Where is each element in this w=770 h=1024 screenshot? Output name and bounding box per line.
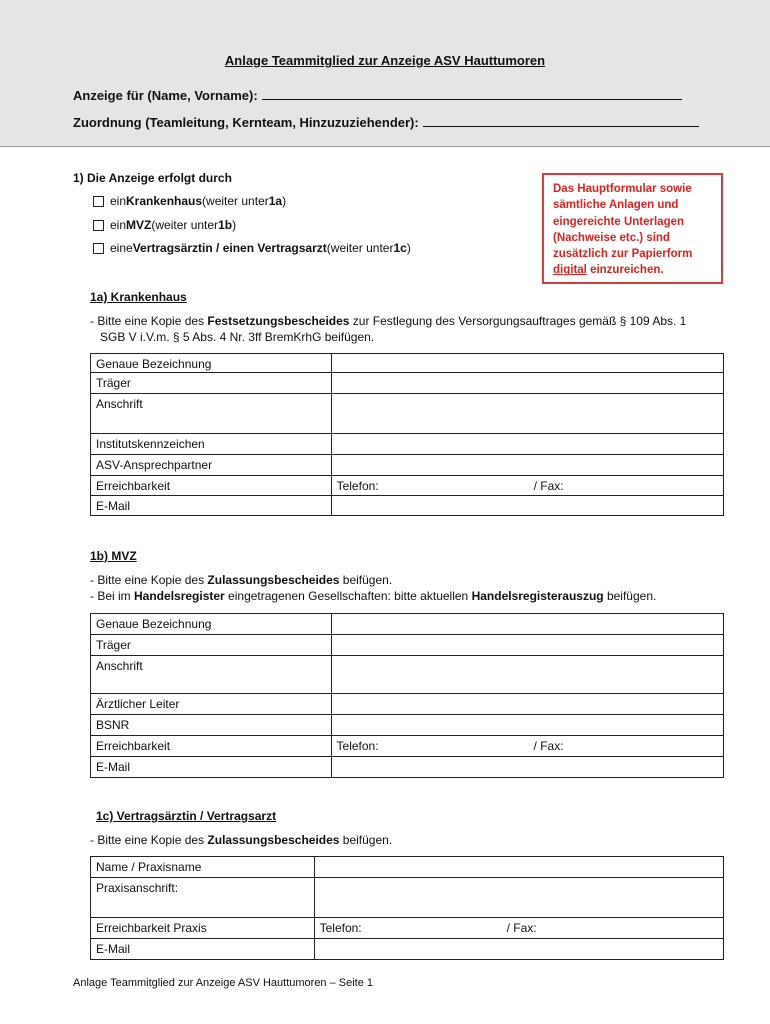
table-row [91,736,724,757]
fax-label: / Fax: [533,739,564,753]
note-text: eingetragenen Gesellschaften: bitte aktuellen [224,589,472,603]
note-text: beifügen. [339,833,393,847]
option-text: ) [282,194,287,208]
note-text: - Bitte eine Kopie des [90,573,208,587]
option-text: (weiter unter [151,218,219,232]
value-cell[interactable] [314,857,723,878]
table-row [91,694,724,715]
value-cell[interactable] [331,354,723,373]
value-cell[interactable] [331,614,723,635]
table-row [91,656,724,694]
table-row [91,434,724,455]
option-krankenhaus[interactable] [93,194,286,208]
table-row [91,476,724,496]
option-text: ) [406,241,411,255]
krankenhaus-table [90,353,724,516]
value-cell[interactable] [331,715,723,736]
phone-label: Telefon: [336,479,379,493]
assignment-line [73,115,699,130]
document-title: Anlage Teammitglied zur Anzeige ASV Hauttumoren [224,53,546,68]
option-ref: 1c [393,241,407,255]
assignment-label: Zuordnung (Teamleitung, Kernteam, Hinzuzuziehender): [73,115,419,130]
table-row [91,394,724,434]
table-row [91,918,724,939]
contact-cell[interactable] [314,918,723,939]
row-label: Anschrift [91,656,332,694]
note-bold: Handelsregister [134,589,225,603]
row-label: E-Mail [91,496,332,516]
contact-cell[interactable] [331,736,723,757]
table-row [91,373,724,394]
row-label: Name / Praxisname [91,857,315,878]
section-1c-note [90,832,392,848]
option-text: eine [110,241,133,255]
option-bold: MVZ [126,218,152,232]
page-footer: Anlage Teammitglied zur Anzeige ASV Hauttumoren – Seite 1 [73,977,374,989]
checkbox-mvz[interactable] [93,220,104,231]
row-label: Erreichbarkeit [91,476,332,496]
vertragsarzt-table [90,856,724,960]
value-cell[interactable] [331,373,723,394]
row-label: E-Mail [91,939,315,960]
row-label: Genaue Bezeichnung [91,614,332,635]
note-text: - Bitte eine Kopie des [90,833,208,847]
note-text: - Bei im [90,589,135,603]
value-cell[interactable] [331,434,723,455]
notice-text: Das Hauptformular sowie sämtliche Anlagen und eingereichte Unterlagen (Nachweise etc.) sind zusätzlich zur Papierform [553,183,693,261]
row-label: Ärztlicher Leiter [91,694,332,715]
section-1a-note [90,313,686,345]
note-bold: Handelsregisterauszug [471,589,604,603]
section-1c-heading: 1c) Vertragsärztin / Vertragsarzt [96,809,277,823]
row-label: Erreichbarkeit Praxis [91,918,315,939]
row-label: BSNR [91,715,332,736]
table-row [91,354,724,373]
value-cell[interactable] [331,394,723,434]
row-label: E-Mail [91,757,332,778]
value-cell[interactable] [331,757,723,778]
option-text: ) [232,218,237,232]
row-label: Erreichbarkeit [91,736,332,757]
row-label: Institutskennzeichen [91,434,332,455]
name-label: Anzeige für (Name, Vorname): [73,88,258,103]
value-cell[interactable] [331,694,723,715]
note-text: SGB V i.V.m. § 5 Abs. 4 Nr. 3ff BremKrhG beifügen. [100,330,375,344]
section1-heading: 1) Die Anzeige erfolgt durch [73,171,232,185]
checkbox-krankenhaus[interactable] [93,196,104,207]
option-text: (weiter unter [326,241,394,255]
note-bold: Zulassungsbescheides [207,573,340,587]
value-cell[interactable] [331,455,723,476]
value-cell[interactable] [314,939,723,960]
value-cell[interactable] [331,496,723,516]
section-1b-note [90,572,656,604]
section-1a-heading: 1a) Krankenhaus [90,290,187,304]
table-row [91,757,724,778]
note-text: beifügen. [603,589,657,603]
mvz-table [90,613,724,778]
table-row [91,614,724,635]
option-text: ein [110,218,127,232]
name-line [73,88,682,103]
note-bold: Zulassungsbescheides [207,833,340,847]
option-ref: 1b [218,218,233,232]
option-text: ein [110,194,127,208]
value-cell[interactable] [314,878,723,918]
digital-submission-notice [542,173,723,284]
phone-label: Telefon: [319,921,362,935]
row-label: Anschrift [91,394,332,434]
row-label: Träger [91,635,332,656]
table-row [91,878,724,918]
note-text: beifügen. [339,573,393,587]
row-label: ASV-Ansprechpartner [91,455,332,476]
table-row [91,496,724,516]
phone-label: Telefon: [336,739,379,753]
option-mvz[interactable] [93,218,236,232]
notice-text: einzureichen. [586,264,664,277]
checkbox-vertragsarzt[interactable] [93,243,104,254]
name-field[interactable] [262,88,682,100]
option-vertragsarzt[interactable] [93,241,411,255]
fax-label: / Fax: [506,921,537,935]
row-label: Genaue Bezeichnung [91,354,332,373]
section-1b-heading: 1b) MVZ [90,549,137,563]
option-ref: 1a [268,194,283,208]
table-row [91,635,724,656]
contact-cell[interactable] [331,476,723,496]
row-label: Träger [91,373,332,394]
note-text: zur Festlegung des Versorgungsauftrages gemäß § 109 Abs. 1 [349,314,687,328]
value-cell[interactable] [331,635,723,656]
value-cell[interactable] [331,656,723,694]
table-row [91,715,724,736]
option-bold: Krankenhaus [126,194,203,208]
notice-underlined: digital [553,264,587,277]
option-text: (weiter unter [202,194,269,208]
assignment-field[interactable] [423,115,699,127]
note-bold: Festsetzungsbescheides [207,314,350,328]
table-row [91,939,724,960]
row-label: Praxisanschrift: [91,878,315,918]
note-text: - Bitte eine Kopie des [90,314,208,328]
table-row [91,857,724,878]
option-bold: Vertragsärztin / einen Vertragsarzt [132,241,327,255]
table-row [91,455,724,476]
fax-label: / Fax: [533,479,564,493]
